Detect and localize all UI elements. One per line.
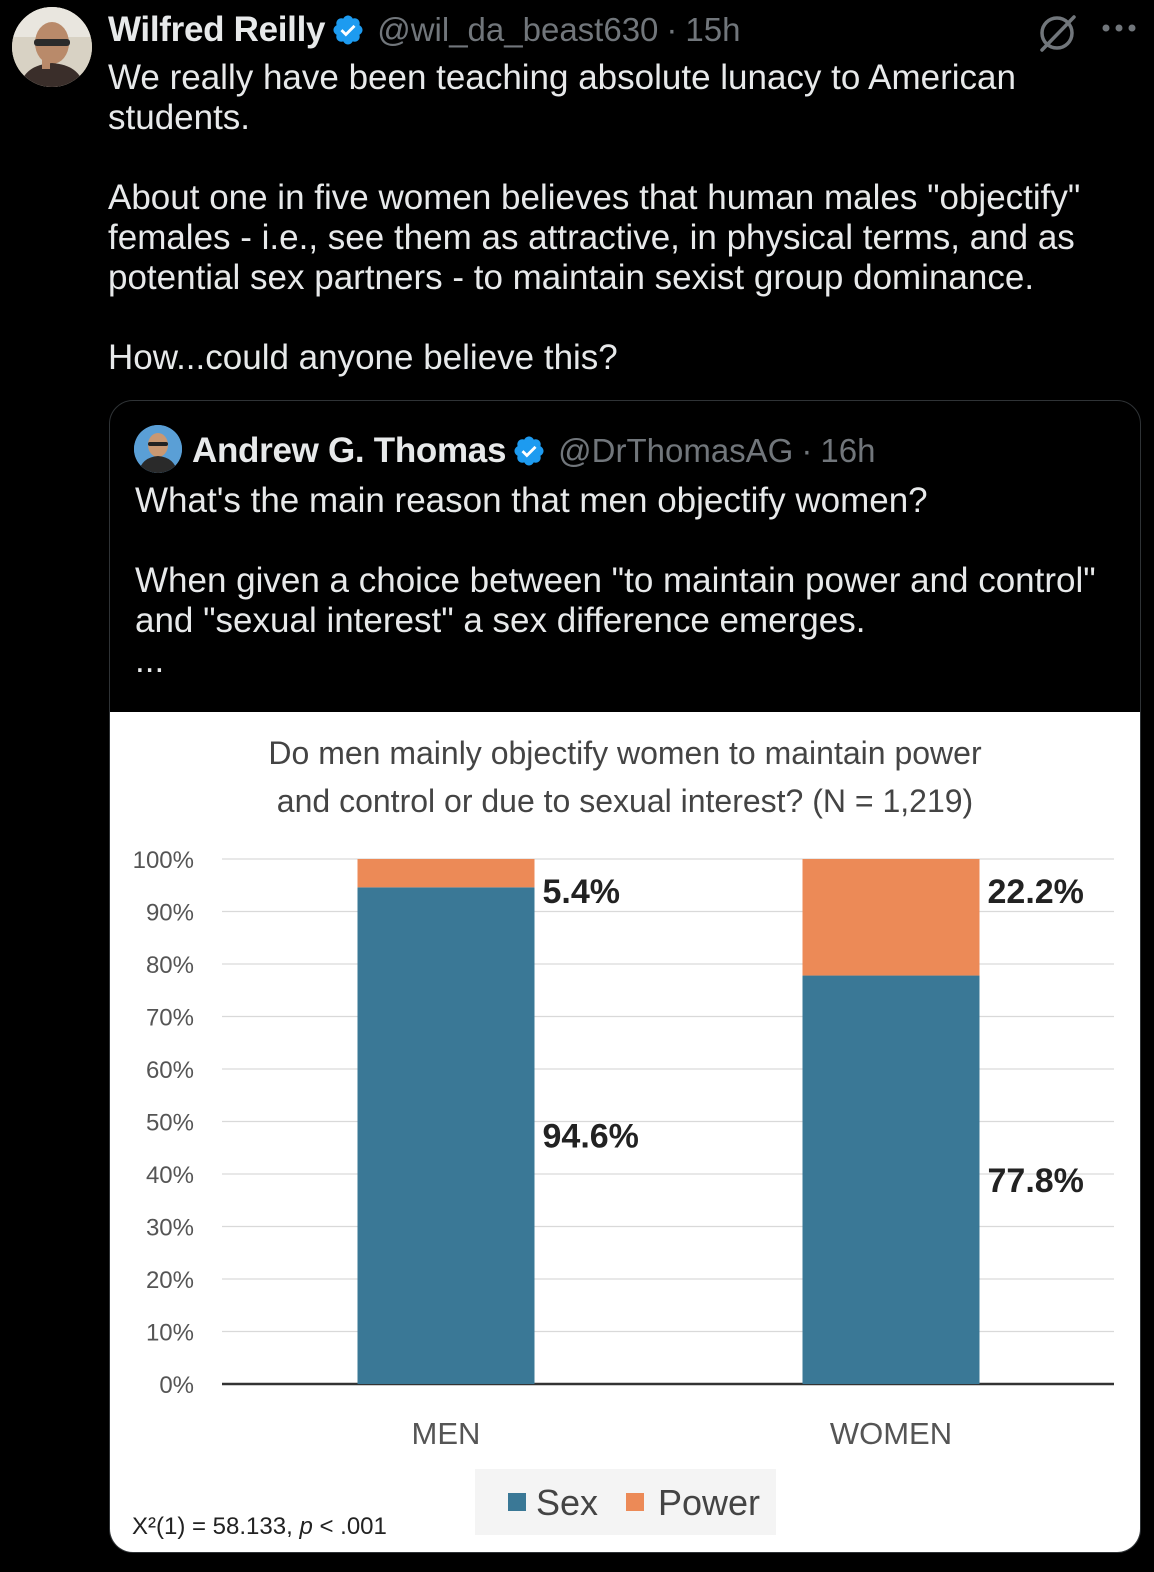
legend-swatch-power — [626, 1493, 644, 1511]
stacked-bar-chart — [110, 712, 1140, 1552]
y-tick-label: 90% — [145, 899, 194, 927]
more-icon[interactable] — [1098, 16, 1140, 40]
author-handle[interactable]: @wil_da_beast630 — [377, 11, 659, 48]
chart-title-line1: Do men mainly objectify women to maintain power — [268, 735, 982, 771]
y-tick-label: 60% — [145, 1057, 194, 1084]
data-label-power: 22.2% — [987, 873, 1084, 911]
y-tick-label: 70% — [145, 1004, 194, 1032]
y-tick-label: 10% — [145, 1319, 194, 1347]
separator-dot: · — [666, 11, 678, 48]
y-tick-label: 30% — [145, 1214, 194, 1242]
y-tick-label: 100% — [132, 847, 194, 874]
bar-women-sex — [803, 976, 980, 1384]
quoted-tweet-text: What's the main reason that men objectify women? When given a choice between "to maintain power and control" and "sexual interest" a sex difference emerges. ... — [135, 481, 1096, 680]
tweet-timestamp[interactable]: 15h — [685, 11, 741, 48]
quoted-author-name[interactable]: Andrew G. Thomas — [192, 431, 507, 470]
chart-title-line2: and control or due to sexual interest? (N = 1,219) — [276, 783, 974, 819]
author-name[interactable]: Wilfred Reilly — [108, 10, 326, 49]
verified-badge-icon — [512, 434, 546, 468]
quoted-tweet-timestamp[interactable]: 16h — [820, 432, 876, 469]
quoted-avatar-image — [134, 425, 182, 473]
tweet-header — [108, 8, 740, 52]
author-avatar[interactable] — [12, 7, 92, 87]
bar-men-sex — [358, 887, 535, 1384]
legend-label-power: Power — [658, 1482, 761, 1523]
legend-swatch-sex — [508, 1493, 526, 1511]
data-label-sex: 77.8% — [987, 1161, 1084, 1200]
bar-women-power — [803, 859, 980, 976]
chart-image[interactable] — [110, 712, 1140, 1552]
data-label-power: 5.4% — [542, 873, 620, 911]
avatar-image — [12, 7, 92, 87]
bar-men-power — [358, 859, 535, 887]
x-category-label: WOMEN — [829, 1416, 953, 1451]
y-tick-label: 40% — [145, 1162, 194, 1189]
legend-label-sex: Sex — [536, 1482, 599, 1523]
y-tick-label: 80% — [145, 952, 194, 979]
y-tick-label: 50% — [145, 1109, 194, 1137]
y-tick-label: 20% — [145, 1267, 194, 1294]
y-tick-label: 0% — [159, 1372, 194, 1399]
quoted-author-avatar[interactable] — [134, 425, 182, 473]
quoted-tweet-card[interactable] — [109, 400, 1141, 1553]
quoted-author-handle[interactable]: @DrThomasAG — [558, 432, 794, 469]
separator-dot: · — [801, 432, 813, 469]
chi-square-stat: X²(1) = 58.133, p < .001 — [132, 1513, 387, 1540]
x-category-label: MEN — [411, 1416, 481, 1451]
verified-badge-icon — [331, 13, 365, 47]
tweet-text: We really have been teaching absolute lunacy to American students. About one in five women believes that human males "objectify" females - i.e., see them as attractive, in physical terms, and as potential sex partners - to maintain sexist group dominance. How...could anyone believe this? — [108, 58, 1081, 377]
data-label-sex: 94.6% — [542, 1117, 639, 1156]
quoted-tweet-header — [192, 429, 875, 473]
grok-icon[interactable] — [1036, 12, 1078, 54]
